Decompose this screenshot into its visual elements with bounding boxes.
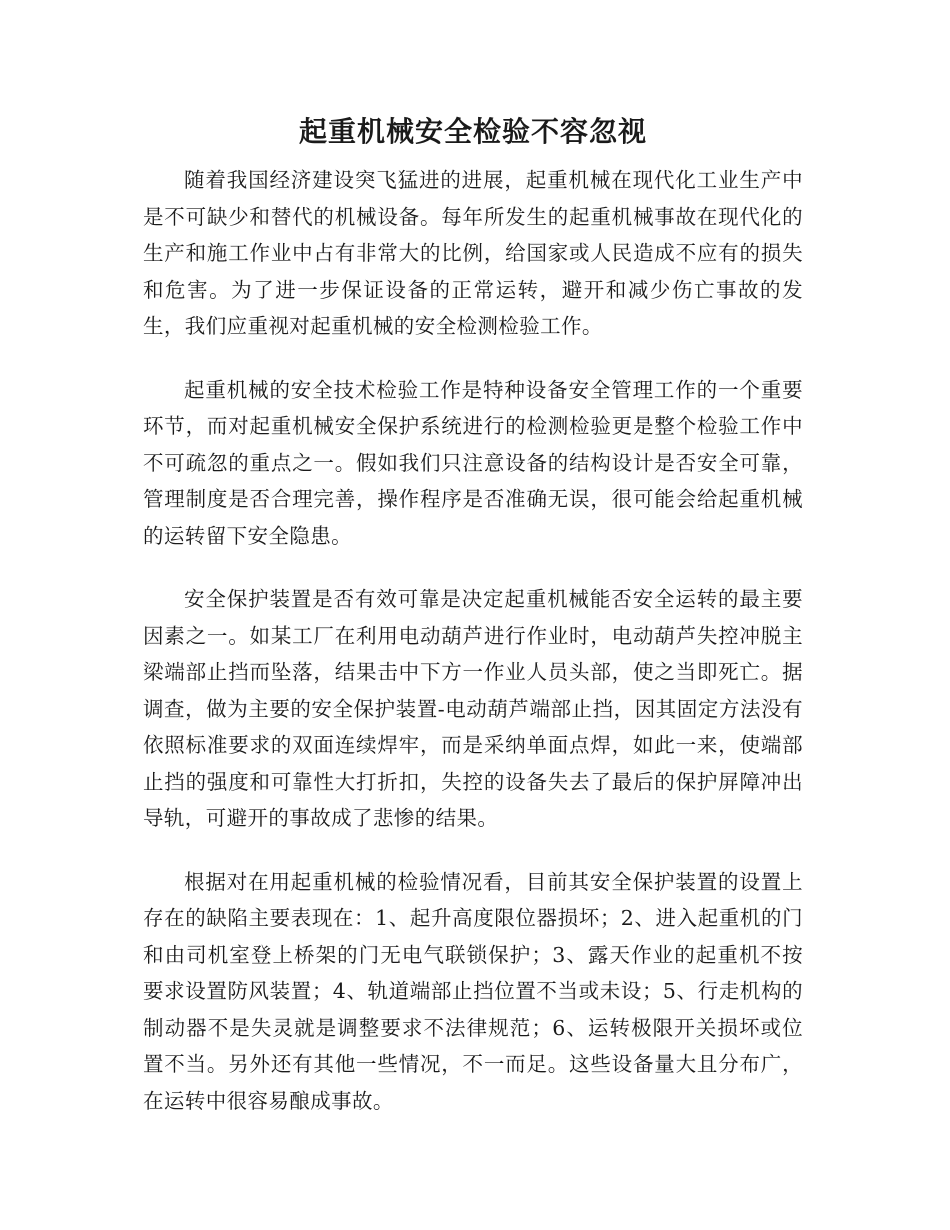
paragraph-3: 安全保护装置是否有效可靠是决定起重机械能否安全运转的最主要因素之一。如某工厂在利用电动葫芦进行作业时，电动葫芦失控冲脱主梁端部止挡而坠落，结果击中下方一作业人员头部，使之当即死亡。据调查，做为主要的安全保护装置-电动葫芦端部止挡，因其固定方法没有依照标准要求的双面连续焊牢，而是采纳单面点焊，如此一来，使端部止挡的强度和可靠性大打折扣，失控的设备失去了最后的保护屏障冲出导轨，可避开的事故成了悲惨的结果。: [143, 587, 803, 830]
paragraph-1: 随着我国经济建设突飞猛进的进展，起重机械在现代化工业生产中是不可缺少和替代的机械设备。每年所发生的起重机械事故在现代化的生产和施工作业中占有非常大的比例，给国家或人民造成不应有的损失和危害。为了进一步保证设备的正常运转，避开和减少伤亡事故的发生，我们应重视对起重机械的安全检测检验工作。: [143, 168, 803, 338]
document-page: [143, 112, 803, 1119]
document-title: 起重机械安全检验不容忽视: [298, 115, 647, 148]
paragraph-4: 根据对在用起重机械的检验情况看，目前其安全保护装置的设置上存在的缺陷主要表现在：1、起升高度限位器损坏；2、进入起重机的门和由司机室登上桥架的门无电气联锁保护；3、露天作业的起重机不按要求设置防风装置；4、轨道端部止挡位置不当或未设；5、行走机构的制动器不是失灵就是调整要求不法律规范；6、运转极限开关损坏或位置不当。另外还有其他一些情况，不一而足。这些设备量大且分布广，在运转中很容易酿成事故。: [143, 869, 803, 1113]
paragraph-2: 起重机械的安全技术检验工作是特种设备安全管理工作的一个重要环节，而对起重机械安全保护系统进行的检测检验更是整个检验工作中不可疏忽的重点之一。假如我们只注意设备的结构设计是否安全可靠，管理制度是否合理完善，操作程序是否准确无误，很可能会给起重机械的运转留下安全隐患。: [143, 377, 803, 548]
